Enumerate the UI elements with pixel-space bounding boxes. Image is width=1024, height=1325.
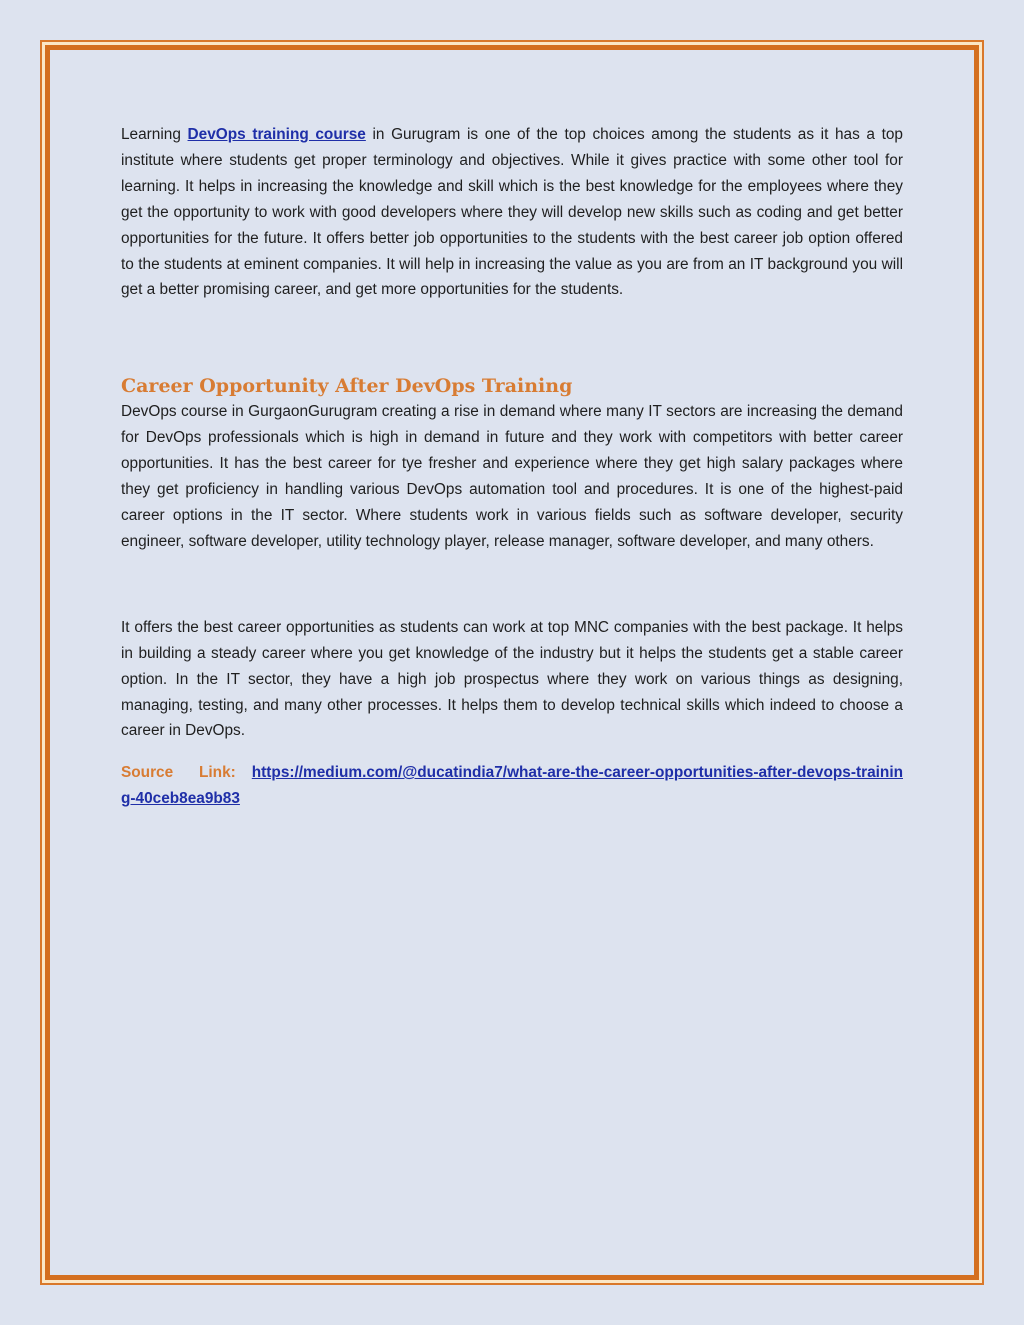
intro-text-before-link: Learning <box>121 126 188 143</box>
document-content <box>121 122 903 812</box>
page-border-outer <box>40 40 984 1285</box>
source-label: Source Link: <box>121 764 236 782</box>
source-line <box>121 760 903 812</box>
source-url-link[interactable]: https://medium.com/@ducatindia7/what-are-the-career-opportunities-after-devops-training-40ceb8ea9b83 <box>121 764 903 808</box>
devops-training-course-link[interactable]: DevOps training course <box>187 126 366 143</box>
intro-paragraph <box>121 122 903 303</box>
page-border-inner <box>45 45 979 1280</box>
section-heading: Career Opportunity After DevOps Training <box>121 375 573 398</box>
career-paragraph: DevOps course in GurgaonGurugram creating a rise in demand where many IT sectors are increasing the demand for DevOps professionals which is high in demand in future and they work with competitors with better career opportunities. It has the best career for tye fresher and experience where they get high salary packages where they get proficiency in handling various DevOps automation tool and procedures. It is one of the highest-paid career options in the IT sector. Where students work in various fields such as software developer, security engineer, software developer, utility technology player, release manager, software developer, and many others. <box>121 403 903 550</box>
opportunities-paragraph: It offers the best career opportunities as students can work at top MNC companies with the best package. It helps in building a steady career where you get knowledge of the industry but it helps the students get a stable career option. In the IT sector, they have a high job prospectus where they work on various things as designing, managing, testing, and many other processes. It helps them to develop technical skills which indeed to choose a career in DevOps. <box>121 618 903 740</box>
intro-text-after-link: in Gurugram is one of the top choices among the students as it has a top institute where students get proper terminology and objectives. While it gives practice with some other tool for learning. It helps in increasing the knowledge and skill which is the best knowledge for the employees where they get the opportunity to work with good developers where they will develop new skills such as coding and get better opportunities for the future. It offers better job opportunities to the students with the best career job option offered to the students at eminent companies. It will help in increasing the value as you are from an IT background you will get a better promising career, and get more opportunities for the students. <box>121 126 903 299</box>
